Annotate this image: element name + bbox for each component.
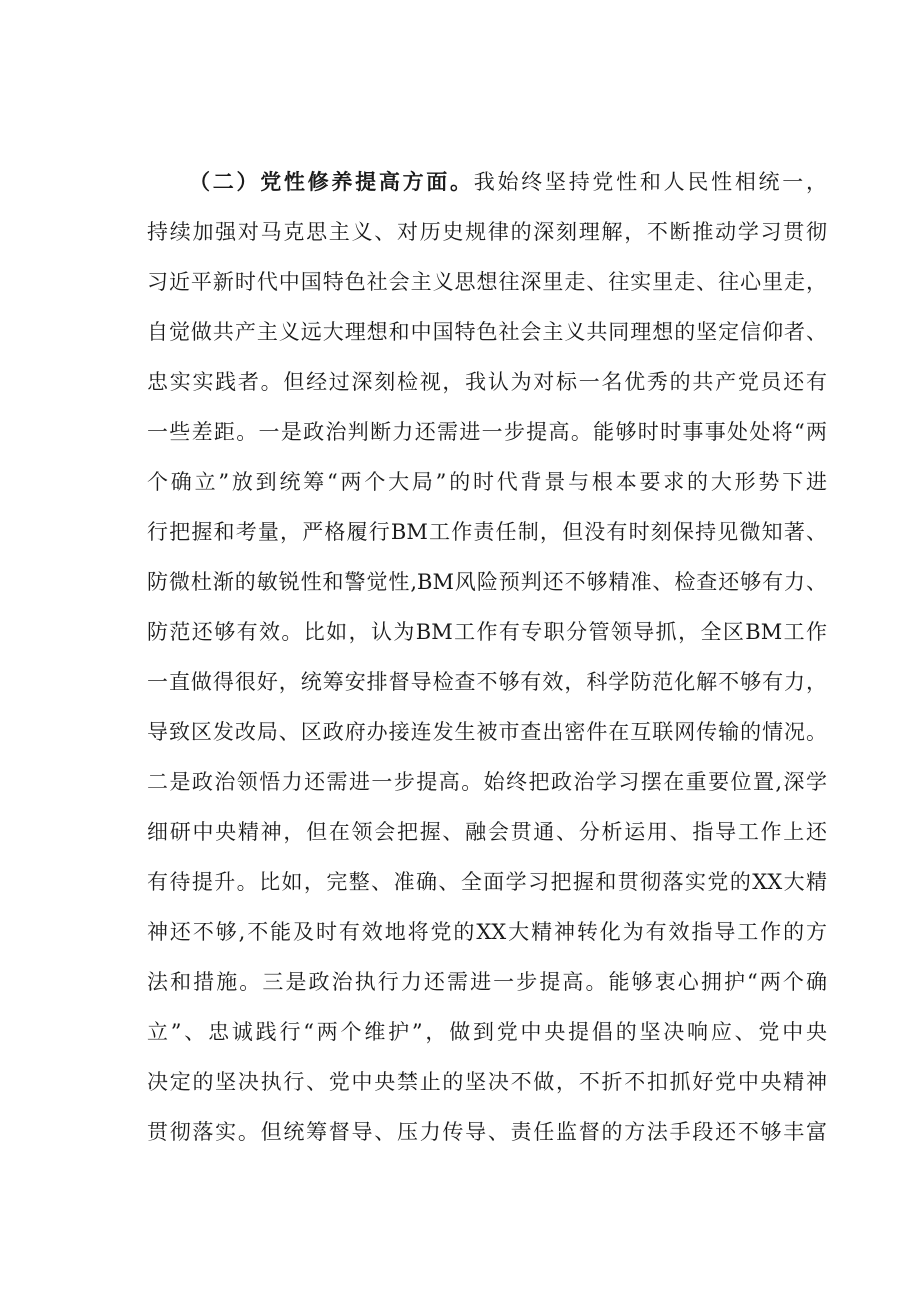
paragraph-line: 忠实实践者。但经过深刻检视，我认为对标一名优秀的共产党员还有 [147,370,827,394]
paragraph-line: 习近平新时代中国特色社会主义思想往深里走、往实里走、往心里走， [147,270,827,294]
paragraph-line: 法和措施。三是政治执行力还需进一步提高。能够衷心拥护“两个确 [147,970,827,994]
paragraph-line: 行把握和考量，严格履行BM工作责任制，但没有时刻保持见微知著、 [147,520,827,544]
paragraph-line: 细研中央精神，但在领会把握、融会贯通、分析运用、指导工作上还 [147,820,827,844]
paragraph-line: 贯彻落实。但统筹督导、压力传导、责任监督的方法手段还不够丰富 [147,1120,827,1144]
paragraph-line: 立”、忠诚践行“两个维护”，做到党中央提倡的坚决响应、党中央 [147,1020,827,1044]
paragraph-line: 防范还够有效。比如，认为BM工作有专职分管领导抓，全区BM工作 [147,620,827,644]
body-paragraph [147,157,827,1157]
paragraph-line: 有待提升。比如，完整、准确、全面学习把握和贯彻落实党的XX大精 [147,870,827,894]
paragraph-line: 自觉做共产主义远大理想和中国特色社会主义共同理想的坚定信仰者、 [147,320,827,344]
paragraph-line: 一直做得很好，统筹安排督导检查不够有效，科学防范化解不够有力， [147,670,827,694]
paragraph-line: 个确立”放到统筹“两个大局”的时代背景与根本要求的大形势下进 [147,470,827,494]
paragraph-line: 神还不够,不能及时有效地将党的XX大精神转化为有效指导工作的方 [147,920,827,944]
line-text: 我始终坚持党性和人民性相统一， [473,170,827,194]
paragraph-line: 决定的坚决执行、党中央禁止的坚决不做，不折不扣抓好党中央精神 [147,1070,827,1094]
paragraph-line [147,157,827,207]
paragraph-line: 导致区发改局、区政府办接连发生被市查出密件在互联网传输的情况。 [147,720,827,744]
paragraph-line: 二是政治领悟力还需进一步提高。始终把政治学习摆在重要位置,深学 [147,770,827,794]
paragraph-line: 持续加强对马克思主义、对历史规律的深刻理解，不断推动学习贯彻 [147,220,827,244]
section-heading: （二）党性修养提高方面。 [189,169,474,194]
paragraph-line: 防微杜渐的敏锐性和警觉性,BM风险预判还不够精准、检查还够有力、 [147,570,827,594]
paragraph-line: 一些差距。一是政治判断力还需进一步提高。能够时时事事处处将“两 [147,420,827,444]
